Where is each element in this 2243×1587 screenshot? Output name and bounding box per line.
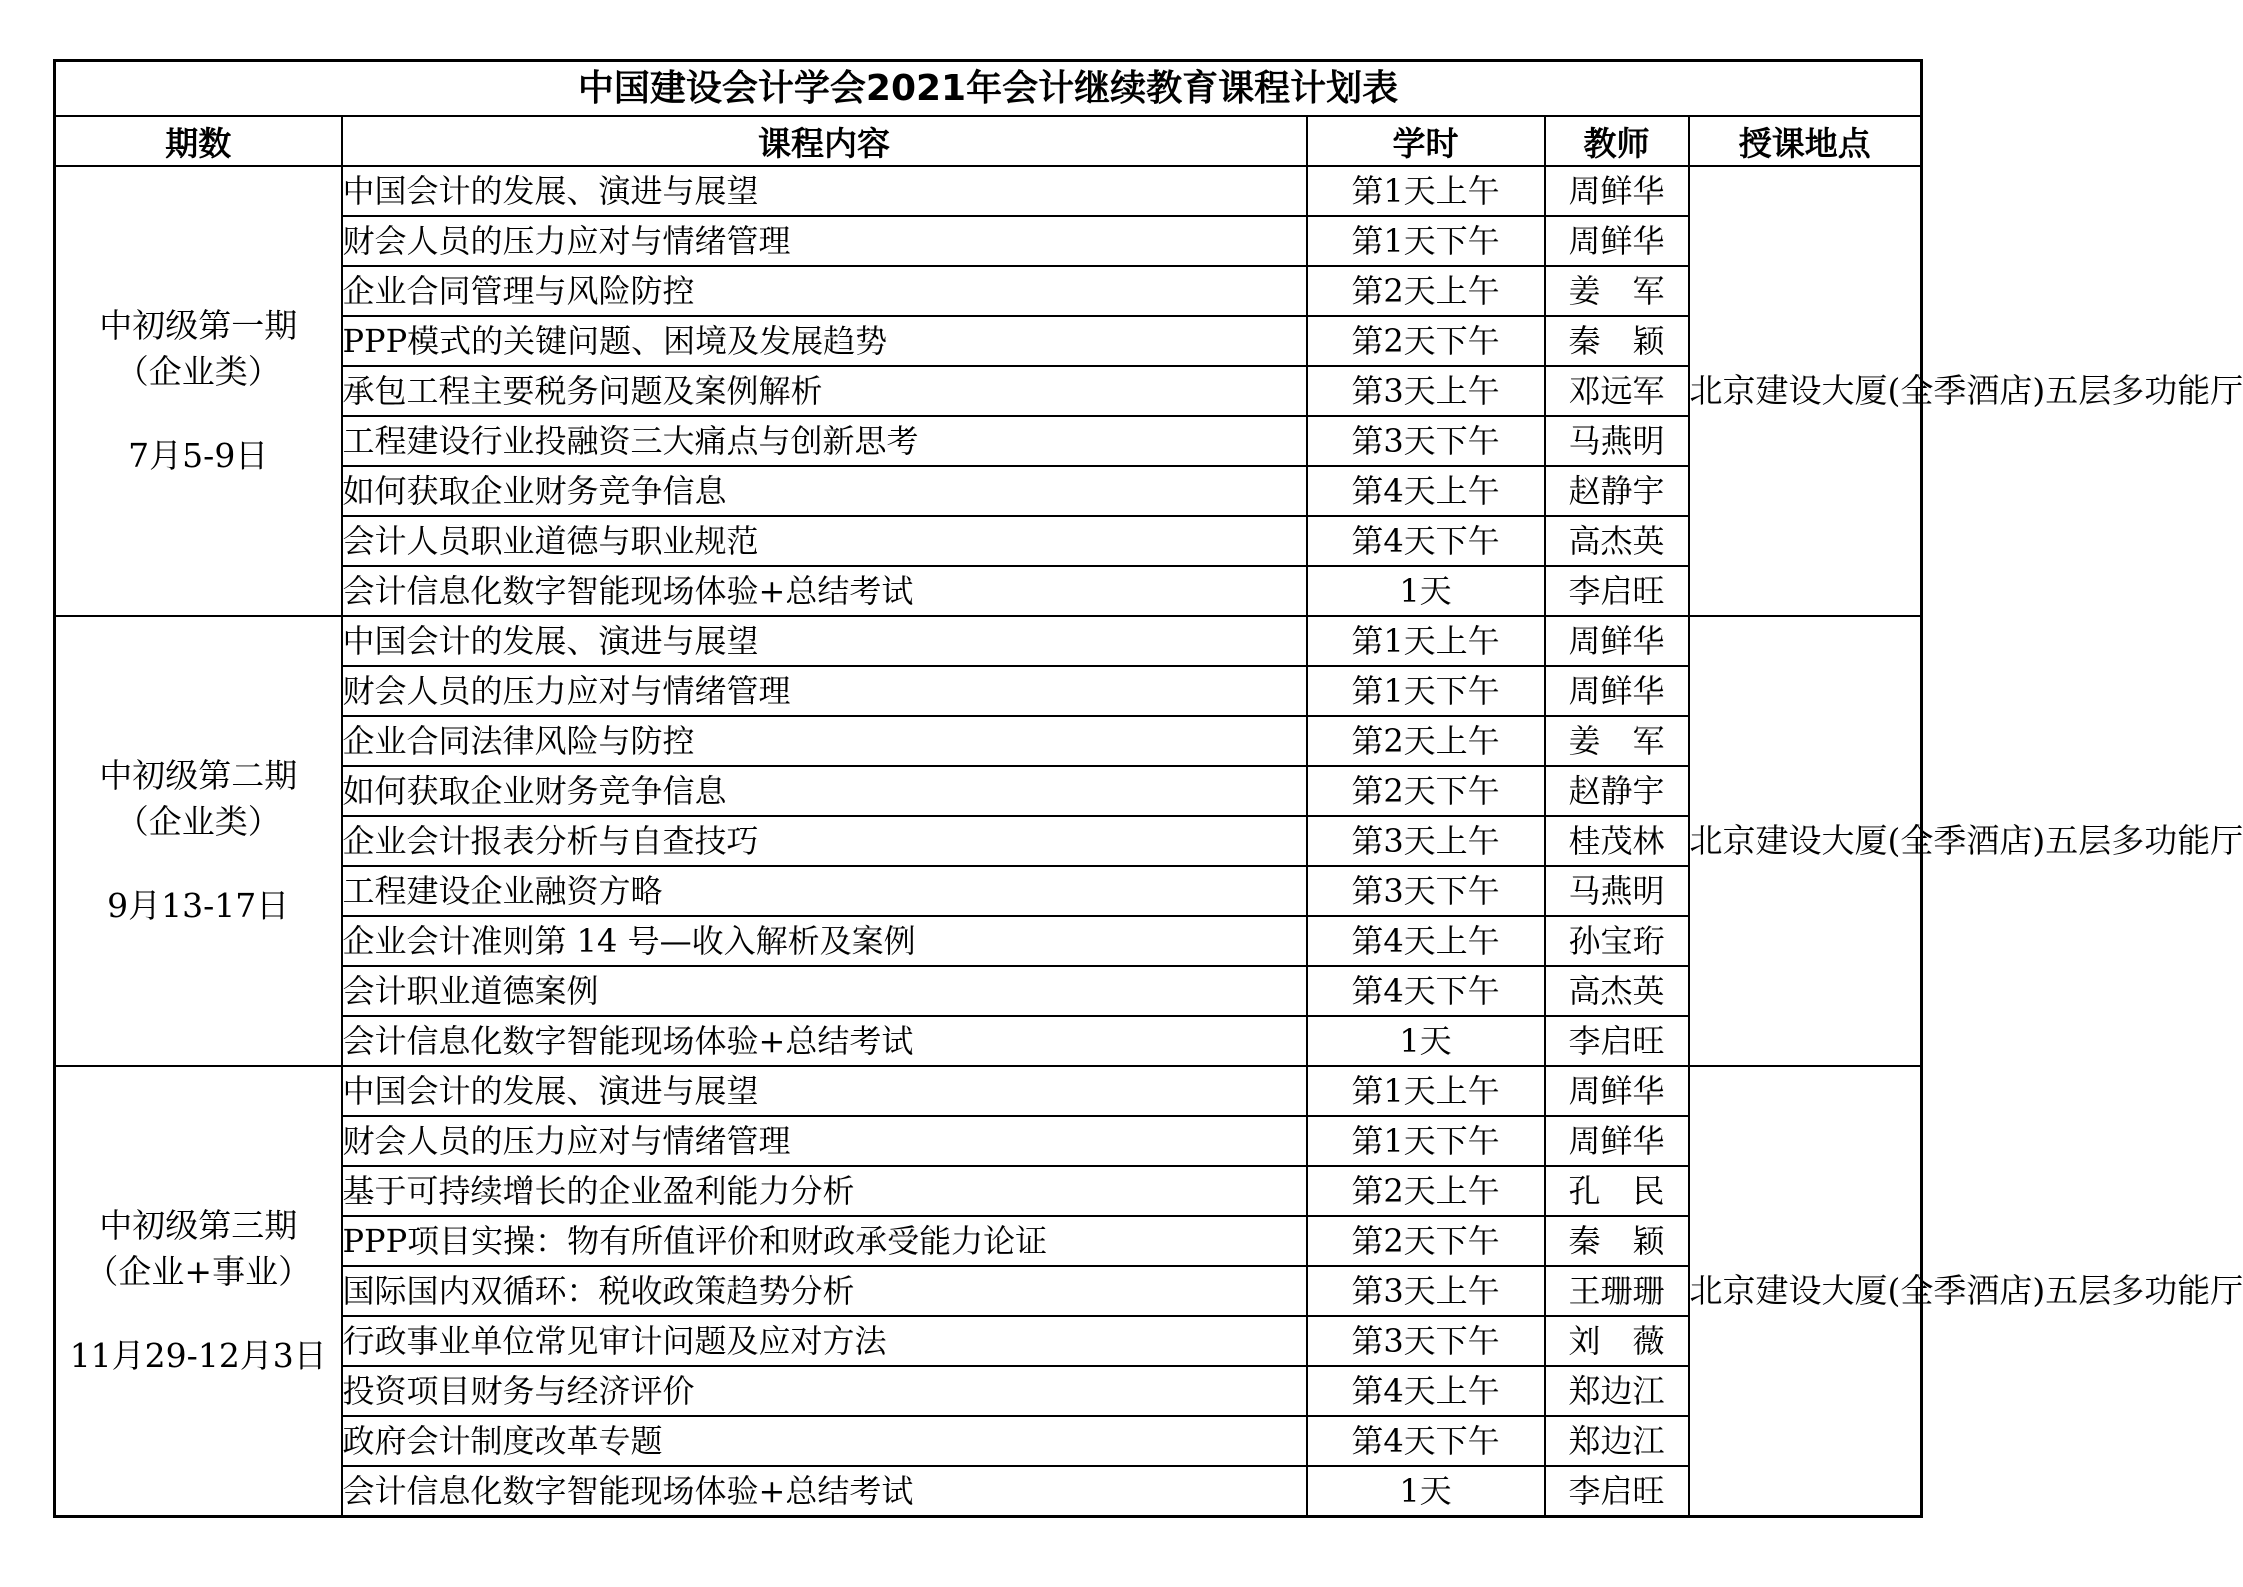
course-hours: 第1天上午 <box>1307 1066 1545 1116</box>
course-teacher: 桂茂林 <box>1545 816 1689 866</box>
course-teacher: 周鲜华 <box>1545 216 1689 266</box>
course-name: 政府会计制度改革专题 <box>342 1416 1307 1466</box>
course-hours: 第2天下午 <box>1307 316 1545 366</box>
course-teacher: 马燕明 <box>1545 866 1689 916</box>
course-hours: 1天 <box>1307 1466 1545 1517</box>
course-teacher: 王珊珊 <box>1545 1266 1689 1316</box>
session-dates: 9月13-17日 <box>107 886 290 925</box>
course-name: 财会人员的压力应对与情绪管理 <box>342 666 1307 716</box>
session-dates: 7月5-9日 <box>128 436 269 475</box>
course-teacher: 周鲜华 <box>1545 666 1689 716</box>
course-hours: 第3天上午 <box>1307 366 1545 416</box>
course-name: 企业合同管理与风险防控 <box>342 266 1307 316</box>
course-hours: 第1天下午 <box>1307 666 1545 716</box>
course-hours: 第2天上午 <box>1307 1166 1545 1216</box>
course-teacher: 姜 军 <box>1545 266 1689 316</box>
course-teacher: 高杰英 <box>1545 516 1689 566</box>
header-hours: 学时 <box>1307 116 1545 166</box>
course-teacher: 周鲜华 <box>1545 616 1689 666</box>
course-name: 工程建设行业投融资三大痛点与创新思考 <box>342 416 1307 466</box>
course-teacher: 李启旺 <box>1545 1016 1689 1066</box>
course-hours: 第1天下午 <box>1307 216 1545 266</box>
course-teacher: 郑边江 <box>1545 1366 1689 1416</box>
course-schedule-table <box>53 59 2243 1518</box>
course-name: 中国会计的发展、演进与展望 <box>342 616 1307 666</box>
course-name: 会计信息化数字智能现场体验+总结考试 <box>342 1016 1307 1066</box>
course-name: 如何获取企业财务竞争信息 <box>342 766 1307 816</box>
course-name: 会计信息化数字智能现场体验+总结考试 <box>342 566 1307 616</box>
course-name: 工程建设企业融资方略 <box>342 866 1307 916</box>
course-hours: 第3天下午 <box>1307 1316 1545 1366</box>
table-row <box>55 1066 1922 1116</box>
course-hours: 第4天上午 <box>1307 916 1545 966</box>
course-name: 国际国内双循环：税收政策趋势分析 <box>342 1266 1307 1316</box>
course-hours: 第4天上午 <box>1307 1366 1545 1416</box>
session-category: （企业类） <box>115 802 281 841</box>
session-location: 北京建设大厦(全季酒店)五层多功能厅 <box>1689 616 1922 1066</box>
session-location: 北京建设大厦(全季酒店)五层多功能厅 <box>1689 1066 1922 1517</box>
course-hours: 第3天下午 <box>1307 416 1545 466</box>
session-category: （企业+事业） <box>85 1252 312 1291</box>
course-teacher: 邓远军 <box>1545 366 1689 416</box>
course-teacher: 秦 颖 <box>1545 316 1689 366</box>
course-name: 投资项目财务与经济评价 <box>342 1366 1307 1416</box>
course-teacher: 周鲜华 <box>1545 166 1689 216</box>
course-name: 承包工程主要税务问题及案例解析 <box>342 366 1307 416</box>
session-name: 中初级第一期 <box>99 306 298 345</box>
course-teacher: 刘 薇 <box>1545 1316 1689 1366</box>
course-name: 财会人员的压力应对与情绪管理 <box>342 1116 1307 1166</box>
course-teacher: 李启旺 <box>1545 1466 1689 1517</box>
course-hours: 1天 <box>1307 566 1545 616</box>
course-hours: 第2天上午 <box>1307 266 1545 316</box>
course-name: 会计信息化数字智能现场体验+总结考试 <box>342 1466 1307 1517</box>
session-category: （企业类） <box>115 352 281 391</box>
schedule-body <box>55 166 2243 1517</box>
course-hours: 第4天下午 <box>1307 966 1545 1016</box>
table-row <box>55 166 1922 216</box>
session-name: 中初级第三期 <box>99 1206 298 1245</box>
session-period-cell <box>55 616 342 1066</box>
session-name: 中初级第二期 <box>99 756 298 795</box>
course-hours: 第2天上午 <box>1307 716 1545 766</box>
course-name: 中国会计的发展、演进与展望 <box>342 166 1307 216</box>
course-teacher: 赵静宇 <box>1545 466 1689 516</box>
course-hours: 第1天下午 <box>1307 1116 1545 1166</box>
course-name: 如何获取企业财务竞争信息 <box>342 466 1307 516</box>
header-course: 课程内容 <box>342 116 1307 166</box>
table-row <box>55 616 1922 666</box>
course-teacher: 姜 军 <box>1545 716 1689 766</box>
course-name: 企业会计报表分析与自查技巧 <box>342 816 1307 866</box>
course-teacher: 周鲜华 <box>1545 1116 1689 1166</box>
course-name: 财会人员的压力应对与情绪管理 <box>342 216 1307 266</box>
course-teacher: 赵静宇 <box>1545 766 1689 816</box>
course-hours: 第3天上午 <box>1307 816 1545 866</box>
course-teacher: 马燕明 <box>1545 416 1689 466</box>
course-teacher: 高杰英 <box>1545 966 1689 1016</box>
course-hours: 1天 <box>1307 1016 1545 1066</box>
course-name: PPP项目实操：物有所值评价和财政承受能力论证 <box>342 1216 1307 1266</box>
course-teacher: 郑边江 <box>1545 1416 1689 1466</box>
course-teacher: 孔 民 <box>1545 1166 1689 1216</box>
course-hours: 第1天上午 <box>1307 616 1545 666</box>
course-name: 基于可持续增长的企业盈利能力分析 <box>342 1166 1307 1216</box>
course-teacher: 周鲜华 <box>1545 1066 1689 1116</box>
session-dates: 11月29-12月3日 <box>69 1336 327 1375</box>
course-hours: 第4天下午 <box>1307 516 1545 566</box>
session-location: 北京建设大厦(全季酒店)五层多功能厅 <box>1689 166 1922 616</box>
header-teacher: 教师 <box>1545 116 1689 166</box>
course-name: PPP模式的关键问题、困境及发展趋势 <box>342 316 1307 366</box>
header-period: 期数 <box>55 116 342 166</box>
course-hours: 第2天下午 <box>1307 1216 1545 1266</box>
course-name: 企业合同法律风险与防控 <box>342 716 1307 766</box>
table-title: 中国建设会计学会2021年会计继续教育课程计划表 <box>55 61 1922 117</box>
header-row <box>55 116 1922 166</box>
header-location: 授课地点 <box>1689 116 1922 166</box>
course-hours: 第2天下午 <box>1307 766 1545 816</box>
course-hours: 第3天下午 <box>1307 866 1545 916</box>
course-hours: 第4天下午 <box>1307 1416 1545 1466</box>
course-name: 会计职业道德案例 <box>342 966 1307 1016</box>
course-hours: 第3天上午 <box>1307 1266 1545 1316</box>
course-hours: 第4天上午 <box>1307 466 1545 516</box>
course-teacher: 孙宝珩 <box>1545 916 1689 966</box>
course-hours: 第1天上午 <box>1307 166 1545 216</box>
course-name: 会计人员职业道德与职业规范 <box>342 516 1307 566</box>
session-period-cell <box>55 1066 342 1517</box>
course-teacher: 李启旺 <box>1545 566 1689 616</box>
session-period-cell <box>55 166 342 616</box>
course-name: 企业会计准则第 14 号—收入解析及案例 <box>342 916 1307 966</box>
course-name: 中国会计的发展、演进与展望 <box>342 1066 1307 1116</box>
course-teacher: 秦 颖 <box>1545 1216 1689 1266</box>
course-name: 行政事业单位常见审计问题及应对方法 <box>342 1316 1307 1366</box>
